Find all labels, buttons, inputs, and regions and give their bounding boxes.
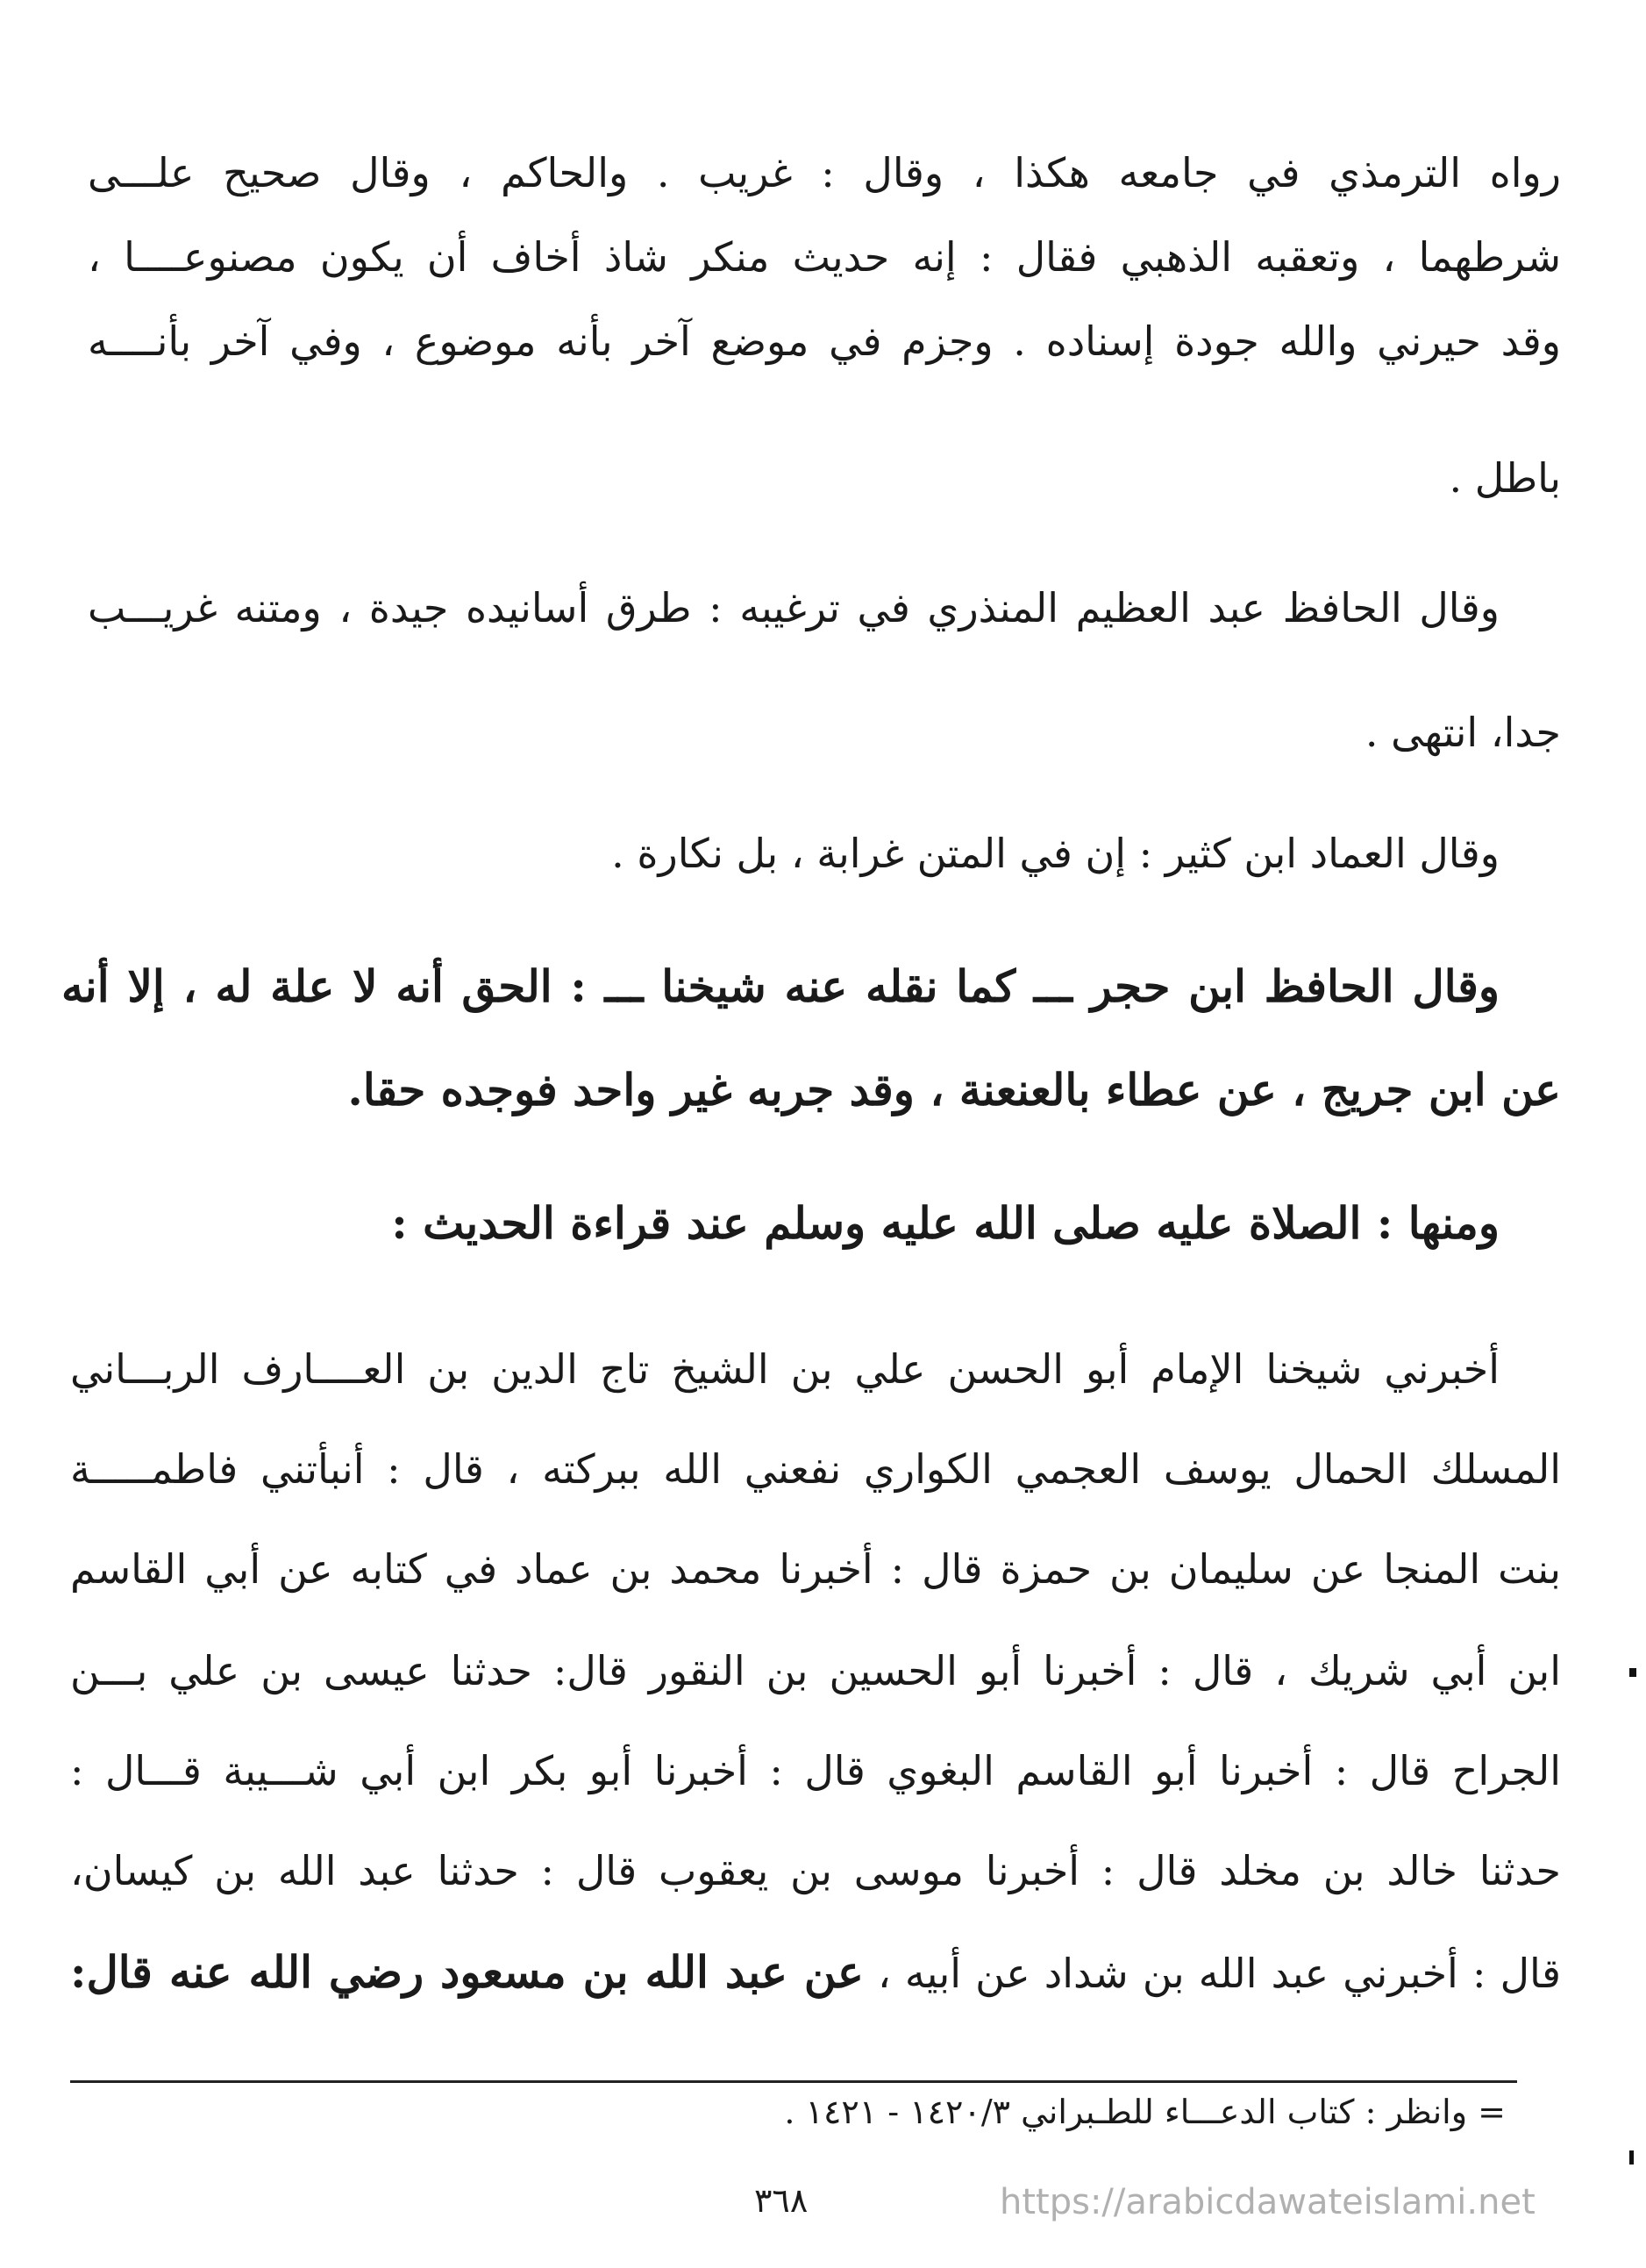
bold-text-span: عن عبد الله بن مسعود رضي الله عنه قال: xyxy=(70,1946,864,1998)
text-line xyxy=(70,1942,1561,2008)
text-line: شرطهما ، وتعقبه الذهبي فقال : إنه حديث منكر شاذ أخاف أن يكون مصنوعــــا ، xyxy=(88,233,1561,281)
text-line: وقال العماد ابن كثير : إن في المتن غرابة ، بل نكارة . xyxy=(611,830,1500,877)
text-line: باطل . xyxy=(1449,454,1561,502)
text-line: حدثنا خالد بن مخلد قال : أخبرنا موسى بن يعقوب قال : حدثنا عبد الله بن كيسان، xyxy=(70,1847,1561,1894)
text-line: المسلك الحمال يوسف العجمي الكواري نفعني الله ببركته ، قال : أنبأتني فاطمـــــة xyxy=(70,1445,1561,1493)
text-line: وقد حيرني والله جودة إسناده . وجزم في موضع آخر بأنه موضوع ، وفي آخر بأنــــه xyxy=(88,317,1561,365)
text-line: الجراح قال : أخبرنا أبو القاسم البغوي قال : أخبرنا أبو بكر ابن أبي شـــيبة قـــال : xyxy=(70,1747,1561,1794)
text-line: ابن أبي شريك ، قال : أخبرنا أبو الحسين بن النقور قال: حدثنا عيسى بن علي بـــن xyxy=(70,1647,1561,1694)
text-line: بنت المنجا عن سليمان بن حمزة قال : أخبرنا محمد بن عماد في كتابه عن أبي القاسم xyxy=(70,1545,1561,1593)
text-line: رواه الترمذي في جامعه هكذا ، وقال : غريب . والحاكم ، وقال صحيح علـــى xyxy=(88,149,1561,196)
text-line: وقال الحافظ عبد العظيم المنذري في ترغيبه : طرق أسانيده جيدة ، ومتنه غريـــب xyxy=(88,584,1500,631)
footnote-rule xyxy=(70,2080,1517,2083)
text-line: أخبرني شيخنا الإمام أبو الحسن علي بن الشيخ تاج الدين بن العــــارف الربـــاني xyxy=(70,1345,1500,1393)
scan-speck xyxy=(1629,1668,1636,1677)
watermark-url: https://arabicdawateislami.net xyxy=(1000,2182,1536,2222)
scan-speck xyxy=(1629,2150,1634,2165)
footnote: = وانظر : كتاب الدعـــاء للطـبراني ١٤٢٠/٣ - ١٤٢١ . xyxy=(784,2093,1506,2131)
bold-text-line: وقال الحافظ ابن حجر ـــ كما نقله عنه شيخنا ـــ : الحق أنه لا علة له ، إلا أنه xyxy=(61,960,1500,1012)
section-heading: ومنها : الصلاة عليه صلى الله عليه وسلم عند قراءة الحديث : xyxy=(391,1197,1500,1249)
text-line: جدا، انتهى . xyxy=(1365,709,1561,756)
bold-text-line: عن ابن جريج ، عن عطاء بالعنعنة ، وقد جربه غير واحد فوجده حقا. xyxy=(347,1064,1561,1116)
page-number: ٣٦٨ xyxy=(754,2181,809,2220)
text-span: قال : أخبرني عبد الله بن شداد عن أبيه ، xyxy=(863,1950,1561,1997)
